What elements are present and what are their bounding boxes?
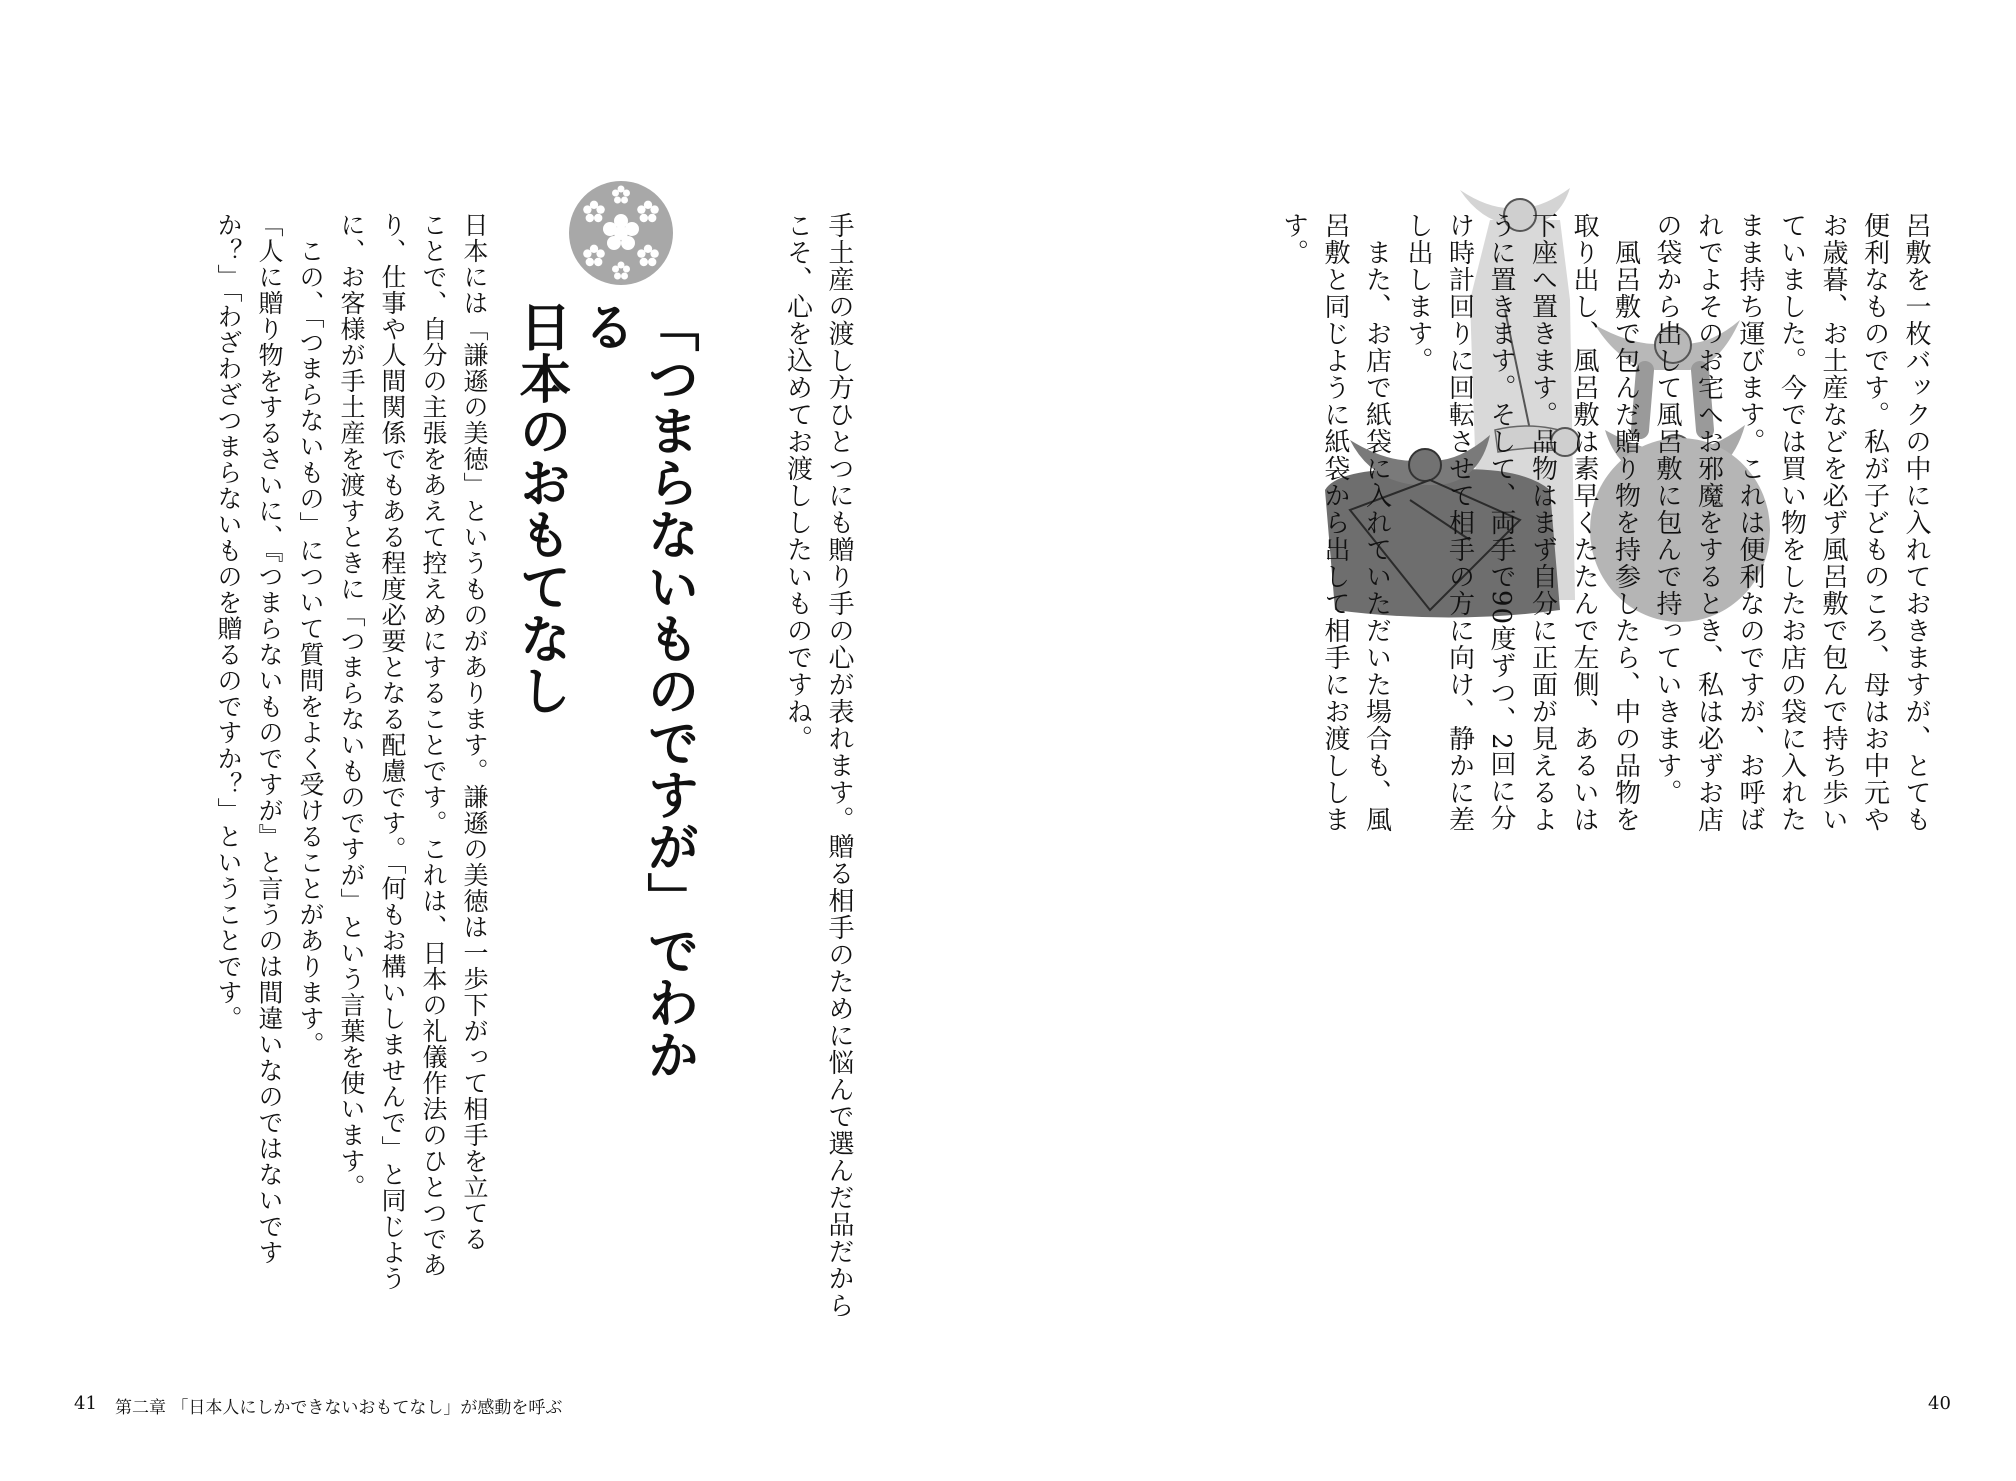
section-heading: 「つまらないものですが」でわかる 日本のおもてなし [510, 300, 699, 1080]
page-number-left: 41 [74, 1393, 97, 1414]
left-page-body-text: 日本には「謙遜の美徳」というものがあります。謙遜の美徳は一歩下がって相手を立てる ことで、自分の主張をあえて控えめにすることです。これは、日本の礼儀作法のひとつであ り、仕事や人間関係でもある程度必要となる配慮です。「何もお構いしませんで」と同じよう に、お客様が手土産を渡すときに「つまらないものですが」という言葉を使います。 この、「つまらないもの」について質問をよく受けることがあります。 「人に贈り物をするさいに、『つまらないものですが』と言うのは間違いなのではないです か？」「わざわざつまらないものを贈るのですか？」ということです。 [214, 212, 489, 1292]
page-number-right: 40 [1928, 1393, 1951, 1414]
left-page-intro-text: 手土産の渡し方ひとつにも贈り手の心が表れます。贈る相手のために悩んで選んだ品だから こそ、心を込めてお渡ししたいものですね。 [782, 212, 854, 1319]
sakura-circle-ornament-icon [566, 178, 676, 288]
running-header: 第二章 「日本人にしかできないおもてなし」が感動を呼ぶ [115, 1398, 563, 1418]
right-page-body-text: 呂敷を一枚バックの中に入れておきますが、とても 便利なものです。私が子どものころ、母はお中元や お歳暮、お土産などを必ず風呂敷で包んで持ち歩い ていました。今では買い物をしたお店の袋に入れた まま持ち運びます。これは便利なのですが、お呼ば れでよそのお宅へお邪魔をするとき、私は必ずお店 の袋から出して風呂敷に包んで持っていきます。 風呂敷で包んだ贈り物を持参したら、中の品物を 取り出し、風呂敷は素早くたたんで左側、あるいは 下座へ置きます。品物はまず自分に正面が見えるよ うに置きます。そして、両手で90度ずつ、2回に分 け時計回りに回転させて相手の方に向け、静かに差 し出します。 また、お店で紙袋に入れていただいた場合も、風 呂敷と同じように紙袋から出して相手にお渡ししま す。 [1278, 212, 1931, 833]
